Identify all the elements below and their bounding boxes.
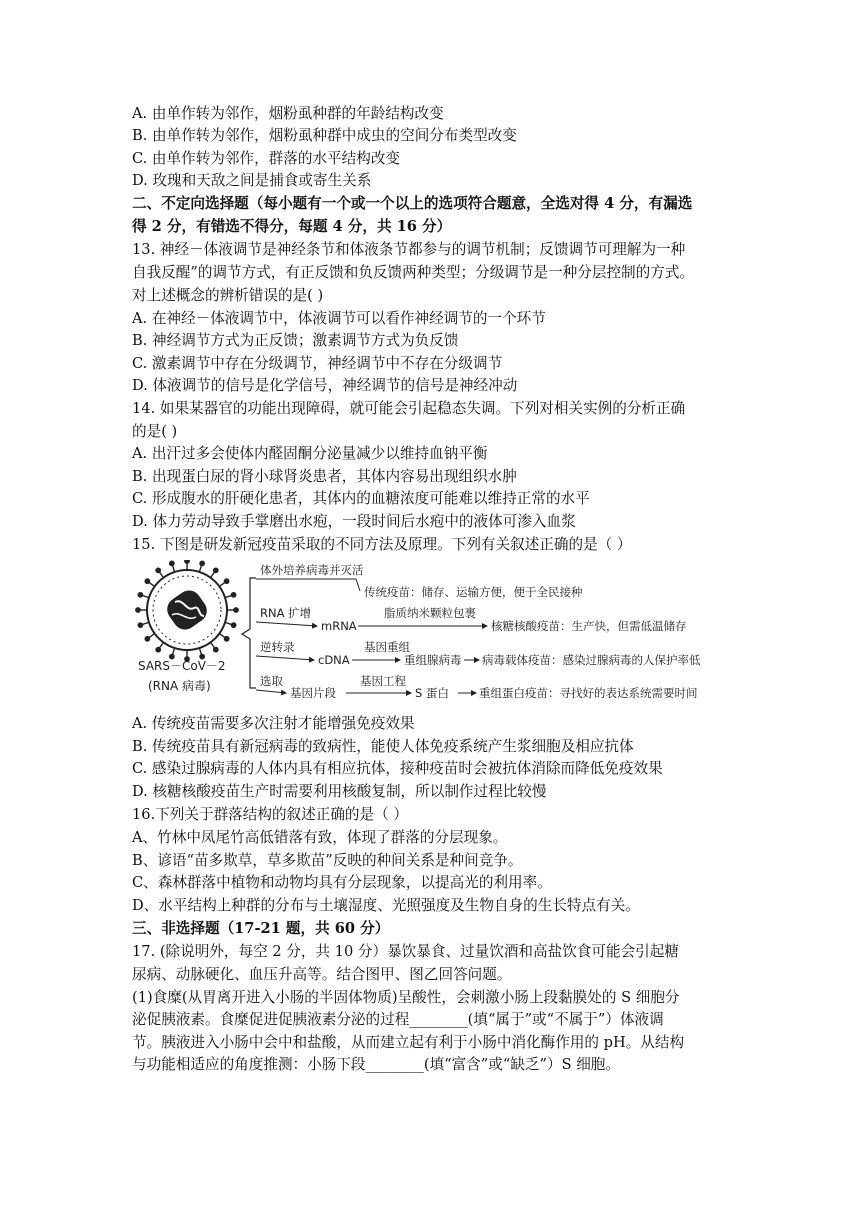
q15-option-b: B. 传统疫苗具有新冠病毒的致病性，能使人体免疫系统产生浆细胞及相应抗体 <box>132 738 634 755</box>
q14-option-a: A. 出汗过多会使体内醛固酮分泌量减少以维持血钠平衡 <box>132 445 488 462</box>
branch-bracket <box>242 578 256 688</box>
q16-option-b: B、谚语“苗多欺草，草多欺苗”反映的种间关系是种间竞争。 <box>132 852 523 869</box>
virus-spike-tip <box>224 579 228 583</box>
row3-step2: 基因重组 <box>364 640 410 654</box>
row4-mid1: 基因片段 <box>290 686 336 700</box>
q17-part1-4: 与功能相适应的角度推测：小肠下段________(填“富含”或“缺乏”）S 细胞。 <box>132 1056 620 1073</box>
row4-step2: 基因工程 <box>360 674 406 688</box>
virus-spike-tip <box>138 623 142 627</box>
row3-step1: 逆转录 <box>260 640 295 654</box>
row4-result: 重组蛋白疫苗：寻找好的表达系统需要时间 <box>479 686 698 700</box>
q16-stem: 16.下列关于群落结构的叙述正确的是（ ） <box>132 806 408 823</box>
row2-mid: mRNA <box>321 619 357 633</box>
q13-stem: 13. 神经－体液调节是神经条节和体液条节都参与的调节机制；反馈调节可理解为一种 <box>132 241 686 258</box>
q17-part1-3: 节。胰液进入小肠中会中和盐酸，从而建立起有利于小肠中消化酶作用的 pH。从结构 <box>132 1034 685 1051</box>
q13-option-c: C. 激素调节中存在分级调节，神经调节中不存在分级调节 <box>132 355 503 372</box>
virus-spike-tip <box>214 647 218 651</box>
virus-spike-tip <box>156 568 160 572</box>
virus-spike-tip <box>138 593 142 597</box>
virus-label: SARS－CoV－2 <box>138 659 226 673</box>
q12-option-d: D. 玫瑰和天敌之间是捕食或寄生关系 <box>132 172 372 189</box>
q17-part1-2: 泌促胰液素。食糜促进促胰液素分泌的过程________(填“属于”或“不属于”）体液调 <box>132 1011 664 1028</box>
q16-option-d: D、水平结构上种群的分布与土壤湿度、光照强度及生物自身的生长特点有关。 <box>132 897 640 914</box>
virus-spike-tip <box>156 647 160 651</box>
row2-step2: 脂质纳米颗粒包裹 <box>384 606 476 620</box>
q16-option-c: C、森林群落中植物和动物均具有分层现象，以提高光的利用率。 <box>132 874 552 891</box>
virus-spike-tip <box>170 561 174 565</box>
q15-option-d: D. 核糖核酸疫苗生产时需要利用核酸复制，所以制作过程比较慢 <box>132 783 547 800</box>
vaccine-methods-diagram <box>132 560 742 705</box>
virus-spike-tip <box>214 568 218 572</box>
q14-option-b: B. 出现蛋白尿的肾小球肾炎患者，其体内容易出现组织水肿 <box>132 468 517 485</box>
q12-option-c: C. 由单作转为邻作，群落的水平结构改变 <box>132 150 401 167</box>
q13-option-b: B. 神经调节方式为正反馈；激素调节方式为负反馈 <box>132 332 459 349</box>
q15-stem: 15. 下图是研发新冠疫苗采取的不同方法及原理。下列有关叙述正确的是（ ） <box>132 536 632 553</box>
q13-stem-2: 自我反醒”的调节方式，有正反馈和负反馈两种类型；分级调节是一种分层控制的方式。 <box>132 264 695 281</box>
section-2-heading: 二、不定向选择题（每小题有一个或一个以上的选项符合题意，全选对得 4 分，有漏选 <box>132 195 693 212</box>
q14-stem: 14. 如果某器官的功能出现障碍，就可能会引起稳态失调。下列对相关实例的分析正确 <box>132 400 686 417</box>
row3-result: 病毒载体疫苗：感染过腺病毒的人保护率低 <box>482 653 701 667</box>
virus-spike-tip <box>136 608 140 612</box>
q14-stem-2: 的是( ) <box>132 423 178 440</box>
row3-mid2: 重组腺病毒 <box>404 653 462 667</box>
q14-option-c: C. 形成腹水的肝硬化患者，其体内的血糖浓度可能难以维持正常的水平 <box>132 490 590 507</box>
row2-result: 核糖核酸疫苗：生产快，但需低温储存 <box>491 619 687 633</box>
q12-option-a: A. 由单作转为邻作，烟粉虱种群的年龄结构改变 <box>132 105 444 122</box>
section-3-heading: 三、非选择题（17-21 题，共 60 分） <box>132 920 390 937</box>
row1-result: 传统疫苗：储存、运输方便，便于全民接种 <box>364 585 583 599</box>
row3-mid1: cDNA <box>318 653 350 667</box>
row2-step1: RNA 扩增 <box>260 606 312 620</box>
virus-type-label: (RNA 病毒) <box>148 679 211 693</box>
q17-stem-2: 尿病、动脉硬化、血压升高等。结合图甲、图乙回答问题。 <box>132 966 512 983</box>
q15-option-c: C. 感染过腺病毒的人体内具有相应抗体，接种疫苗时会被抗体消除而降低免疫效果 <box>132 760 663 777</box>
q16-option-a: A、竹林中凤尾竹高低错落有致，体现了群落的分层现象。 <box>132 829 508 846</box>
q13-option-a: A. 在神经－体液调节中，体液调节可以看作神经调节的一个环节 <box>132 310 546 327</box>
section-2-heading-cont: 得 2 分，有错选不得分，每题 4 分，共 16 分） <box>132 218 452 235</box>
virus-spike-tip <box>200 561 204 565</box>
q17-stem: 17. (除说明外，每空 2 分，共 10 分）暴饮暴食、过量饮酒和高盐饮食可能会引起糖 <box>132 943 679 960</box>
row4-mid2: S 蛋白 <box>415 686 449 700</box>
q14-option-d: D. 体力劳动导致手掌磨出水疱，一段时间后水疱中的液体可渗入血浆 <box>132 513 576 530</box>
virus-spike-tip <box>234 608 238 612</box>
virus-spike-tip <box>145 637 149 641</box>
virus-spike-tip <box>231 593 235 597</box>
virus-spike-tip <box>231 623 235 627</box>
row4-step1: 选取 <box>260 674 283 688</box>
q17-part1: (1)食糜(从胃离开进入小肠的半固体物质)呈酸性，会刺激小肠上段黏膜处的 S 细胞分 <box>132 989 680 1006</box>
virus-icon <box>136 560 238 661</box>
q15-option-a: A. 传统疫苗需要多次注射才能增强免疫效果 <box>132 715 415 732</box>
virus-spike-tip <box>224 637 228 641</box>
q12-option-b: B. 由单作转为邻作，烟粉虱种群中成虫的空间分布类型改变 <box>132 127 517 144</box>
row1-step: 体外培养病毒并灭活 <box>260 563 364 577</box>
virus-spike-tip <box>145 579 149 583</box>
q13-option-d: D. 体液调节的信号是化学信号，神经调节的信号是神经冲动 <box>132 377 518 394</box>
q13-stem-3: 对上述概念的辨析错误的是( ) <box>132 287 324 304</box>
virus-spike-tip <box>185 560 189 563</box>
